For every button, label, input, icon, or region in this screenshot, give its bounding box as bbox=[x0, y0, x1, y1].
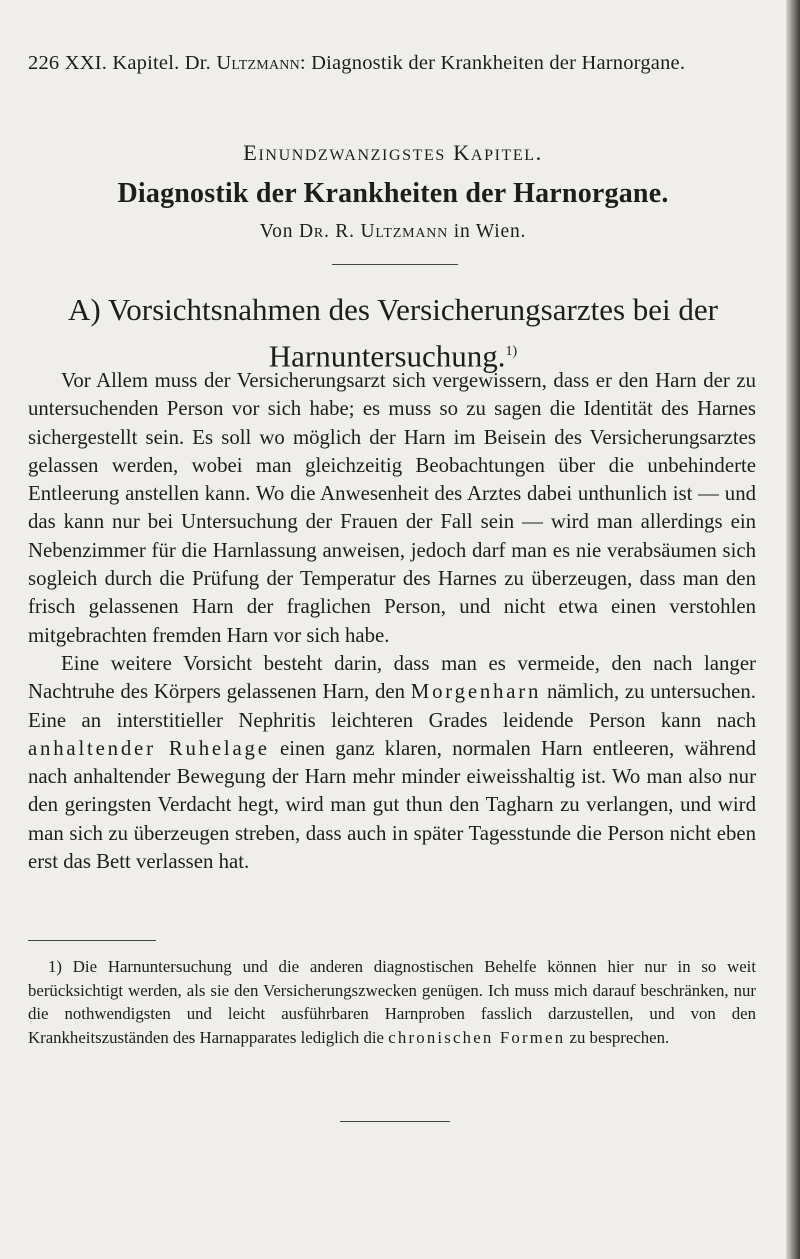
footnote-marker: 1) bbox=[48, 957, 62, 976]
author-location: in Wien. bbox=[453, 221, 527, 242]
section-title-line-2-text: Harnuntersuchung. bbox=[268, 338, 506, 374]
footnote-reference: 1) bbox=[505, 344, 518, 359]
body-text bbox=[28, 367, 756, 876]
paragraph-2-part-a: Eine weitere Vorsicht besteht darin, dass man es vermeide, den nach langer Nachtruhe des Körpers gelassenen Harn, den bbox=[28, 651, 756, 704]
footnote-divider bbox=[28, 940, 156, 941]
section-title-line-1: A) Vorsichtsnahmen des Versicherungsarztes bei der bbox=[68, 292, 718, 327]
page-number: 226 bbox=[28, 52, 60, 74]
chapter-title: Diagnostik der Krankheiten der Harnorgane. bbox=[117, 178, 669, 209]
chapter-heading: Einundzwanzigstes Kapitel. bbox=[243, 140, 543, 165]
footnote-text-a: Die Harnuntersuchung und die anderen diagnostischen Behelfe können hier nur in so weit berücksichtigt werden, als sie den Versicherungszwecken genügen. Ich muss mich darauf beschränken, nur die nothwendigsten und leicht ausführbaren Harnproben fasslich darzustellen, und von den Krankheitszuständen des Harnapparates lediglich die bbox=[28, 957, 757, 1047]
bottom-divider bbox=[340, 1121, 450, 1122]
emphasis-ruhelage: anhaltender Ruhelage bbox=[28, 736, 270, 760]
footnote bbox=[28, 955, 756, 1049]
paragraph-2-part-e: einen ganz klaren, normalen Harn entleeren, während nach anhaltender Bewegung der Harn mehr minder eiweisshaltig ist. Wo man also nur den geringsten Verdacht hegt, wird man gut thun den Tagharn zu verlangen, und wird man sich zu überzeugen streben, dass auch in später Tagesstunde die Person nicht eben erst das Bett verlassen hat. bbox=[28, 736, 757, 874]
running-header-chapter: XXI. Kapitel. Dr. bbox=[64, 52, 211, 74]
running-header bbox=[28, 52, 768, 75]
paragraph-2-part-c: nämlich, zu untersuchen. Eine an interstitieller Nephritis leichteren Grades leidende Person kann nach bbox=[28, 680, 756, 732]
author-name: Dr. R. Ultzmann bbox=[298, 221, 449, 242]
author-prefix: Von bbox=[259, 221, 294, 242]
emphasis-morgenharn: Morgenharn bbox=[410, 680, 542, 704]
running-header-title: : Diagnostik der Krankheiten der Harnorgane. bbox=[299, 52, 686, 74]
title-divider bbox=[332, 264, 458, 265]
section-title bbox=[28, 289, 758, 377]
footnote-text-c: zu besprechen. bbox=[569, 1027, 670, 1047]
footnote-paragraph bbox=[28, 955, 756, 1049]
emphasis-chronischen-formen: chronischen Formen bbox=[388, 1027, 566, 1047]
page-edge-shadow bbox=[786, 0, 800, 1259]
running-header-author: Ultzmann bbox=[216, 52, 300, 74]
paragraph-2 bbox=[28, 650, 756, 876]
paragraph-1: Vor Allem muss der Versicherungsarzt sich vergewissern, dass er den Harn der zu untersuchenden Person vor sich habe; es muss so zu sagen die Identität des Harnes sichergestellt sein. Es soll wo möglich der Harn im Beisein des Versicherungsarztes gelassen werden, wobei man gleichzeitig Beobachtungen über die unbehinderte Entleerung anstellen kann. Wo die Anwesenheit des Arztes dabei unthunlich ist — und das kann nur bei Untersuchung der Frauen der Fall sein — wird man allerdings ein Nebenzimmer für die Harnlassung anweisen, jedoch darf man es nie verabsäumen sich sogleich durch die Prüfung der Temperatur des Harnes zu überzeugen, dass man den frisch gelassenen Harn der fraglichen Person, und nicht etwa einen verstohlen mitgebrachten fremden Harn vor sich habe. bbox=[28, 369, 756, 647]
author-line bbox=[0, 221, 786, 243]
